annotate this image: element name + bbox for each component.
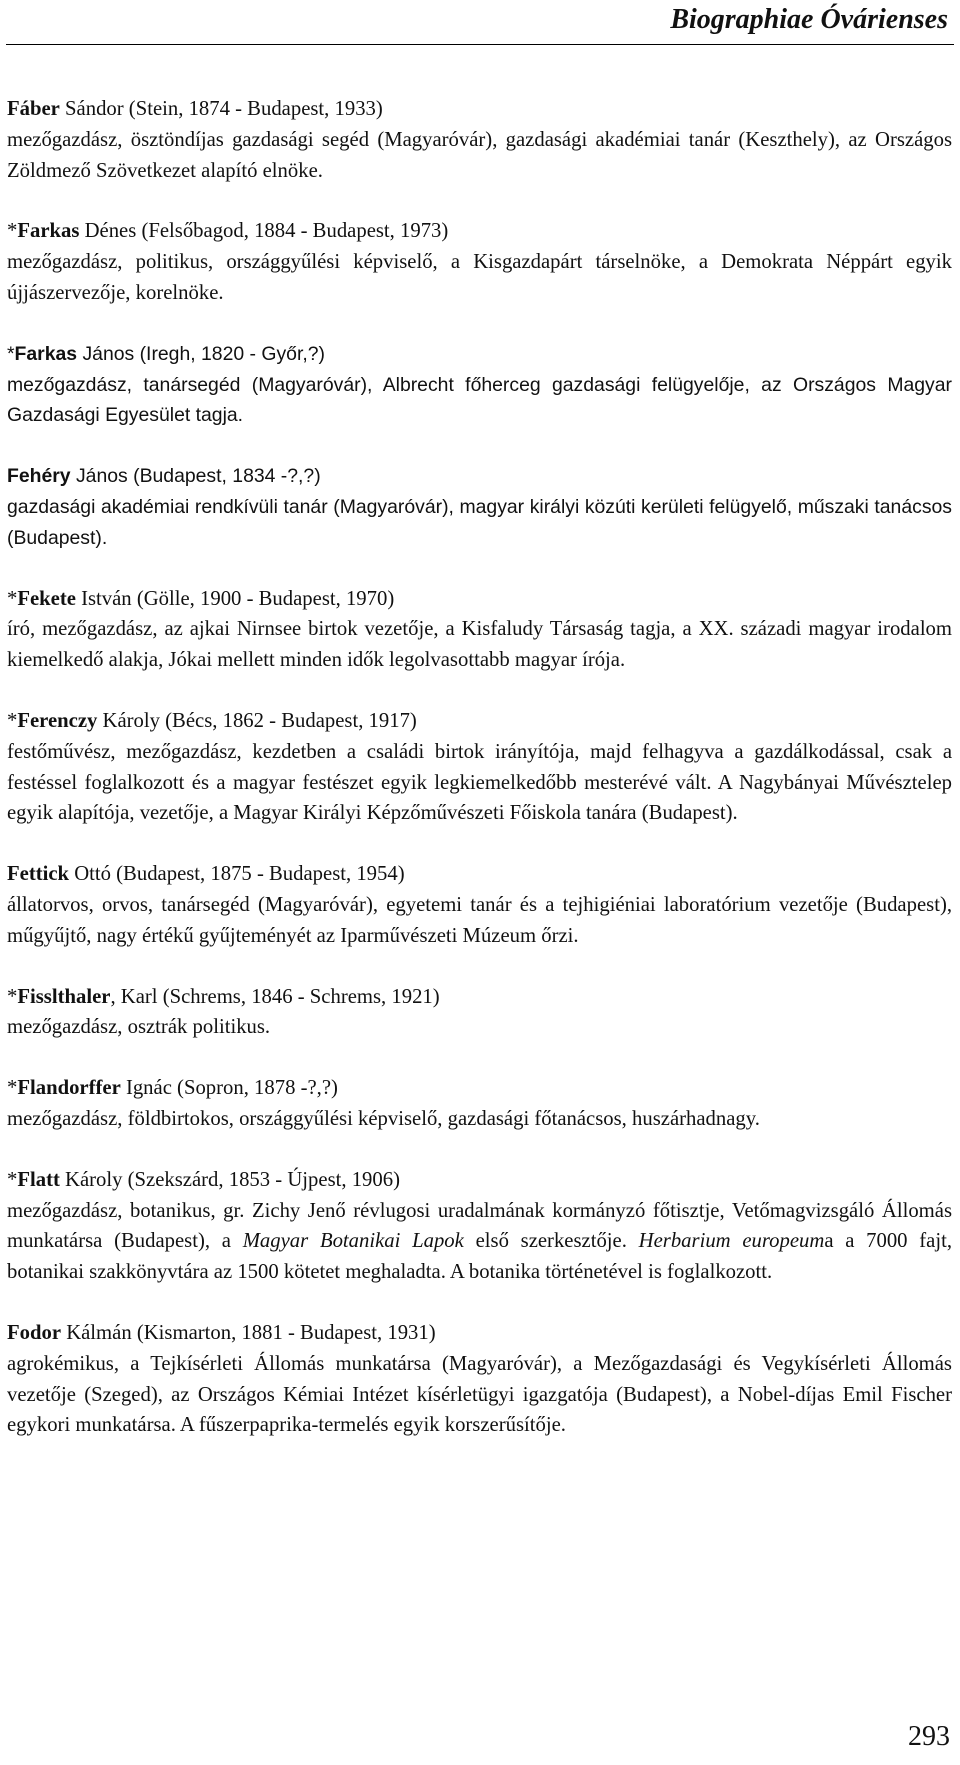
entry-heading: Fehéry János (Budapest, 1834 -?,?) bbox=[7, 465, 321, 488]
entry-heading: *Ferenczy Károly (Bécs, 1862 - Budapest, 1917) bbox=[7, 709, 417, 732]
entry-farkas-janos bbox=[7, 339, 952, 431]
running-header-title: Biographiae Óvárienses bbox=[670, 4, 948, 35]
entry-fekete bbox=[7, 584, 952, 676]
entry-description: gazdasági akadémiai rendkívüli tanár (Magyaróvár), magyar királyi közúti kerületi felügyelő, műszaki tanácsos (Budapest). bbox=[7, 495, 952, 549]
entry-surname: Fekete bbox=[17, 587, 76, 610]
entry-heading: *Flatt Károly (Szekszárd, 1853 - Újpest, 1906) bbox=[7, 1168, 400, 1191]
journal-title: Magyar Botanikai Lapok bbox=[242, 1230, 464, 1253]
entry-ferenczy bbox=[7, 706, 952, 829]
entry-description: mezőgazdász, tanársegéd (Magyaróvár), Albrecht főherceg gazdasági felügyelője, az Országos Magyar Gazdasági Egyesület tagja. bbox=[7, 373, 952, 427]
entry-surname: Fodor bbox=[7, 1321, 62, 1344]
entry-surname: Flandorffer bbox=[17, 1077, 121, 1100]
entry-faber bbox=[7, 94, 952, 186]
entry-fettick bbox=[7, 859, 952, 951]
entry-fehery bbox=[7, 461, 952, 553]
header-rule bbox=[6, 44, 954, 45]
entry-surname: Flatt bbox=[17, 1168, 60, 1191]
entry-heading: Fáber Sándor (Stein, 1874 - Budapest, 1933) bbox=[7, 98, 383, 120]
entry-heading: *Flandorffer Ignác (Sopron, 1878 -?,?) bbox=[7, 1077, 338, 1100]
entry-description: agrokémikus, a Tejkísérleti Állomás munkatársa (Magyaróvár), a Mezőgazdasági és Vegykísérleti Állomás vezetője (Szeged), az Országos Kémiai Intézet kísérletügyi igazgatója (Budapest), a Nobel-díjas Emil Fischer egykori munkatársa. A fűszerpaprika-termelés egyik korszerűsítője. bbox=[7, 1352, 952, 1437]
entry-surname: Fisslthaler bbox=[17, 985, 111, 1008]
entry-description: állatorvos, orvos, tanársegéd (Magyaróvár), egyetemi tanár és a tejhigiéniai laboratórium vezetője (Budapest), műgyűjtő, nagy értékű gyűjteményét az Iparművészeti Múzeum őrzi. bbox=[7, 893, 952, 947]
entry-description: mezőgazdász, osztrák politikus. bbox=[7, 1016, 271, 1039]
entry-heading: Fodor Kálmán (Kismarton, 1881 - Budapest, 1931) bbox=[7, 1321, 436, 1344]
entry-fodor bbox=[7, 1318, 952, 1441]
entry-heading: *Farkas János (Iregh, 1820 - Győr,?) bbox=[7, 342, 325, 365]
entry-heading: Fettick Ottó (Budapest, 1875 - Budapest, 1954) bbox=[7, 863, 405, 886]
entry-surname: Ferenczy bbox=[17, 709, 98, 732]
entry-flatt bbox=[7, 1165, 952, 1288]
entry-fisslthaler bbox=[7, 982, 952, 1044]
work-title: Herbarium europeum bbox=[638, 1230, 825, 1253]
entry-heading: *Fisslthaler, Karl (Schrems, 1846 - Schrems, 1921) bbox=[7, 985, 440, 1008]
entry-list bbox=[7, 94, 952, 1471]
entry-surname: Farkas bbox=[14, 342, 78, 365]
entry-heading: *Farkas Dénes (Felsőbagod, 1884 - Budapest, 1973) bbox=[7, 220, 449, 243]
entry-description: író, mezőgazdász, az ajkai Nirnsee birtok vezetője, a Kisfaludy Társaság tagja, a XX. századi magyar irodalom kiemelkedő alakja, Jókai mellett minden idők legolvasottabb magyar írója. bbox=[7, 618, 952, 672]
entry-surname: Fáber bbox=[7, 98, 60, 120]
entry-surname: Farkas bbox=[17, 220, 80, 243]
entry-description: mezőgazdász, ösztöndíjas gazdasági segéd (Magyaróvár), gazdasági akadémiai tanár (Keszthely), az Országos Zöldmező Szövetkezet alapító elnöke. bbox=[7, 128, 952, 182]
entry-description: mezőgazdász, földbirtokos, országgyűlési képviselő, gazdasági főtanácsos, huszárhadnagy. bbox=[7, 1107, 760, 1130]
entry-heading: *Fekete István (Gölle, 1900 - Budapest, 1970) bbox=[7, 587, 395, 610]
entry-farkas-denes bbox=[7, 216, 952, 308]
entry-flandorffer bbox=[7, 1073, 952, 1135]
entry-surname: Fettick bbox=[7, 863, 70, 886]
entry-surname: Fehéry bbox=[7, 465, 71, 488]
entry-description: mezőgazdász, politikus, országgyűlési képviselő, a Kisgazdapárt társelnöke, a Demokrata Néppárt egyik újjászervezője, korelnöke. bbox=[7, 251, 952, 304]
entry-description: festőművész, mezőgazdász, kezdetben a családi birtok irányítója, majd felhagyva a gazdálkodással, csak a festéssel foglalkozott és a magyar festészet egyik legkiemelkedőbb mesterévé vált. A Nagybányai Művésztelep egyik alapítója, vezetője, a Magyar Királyi Képzőművészeti Főiskola tanára (Budapest). bbox=[7, 740, 952, 825]
page-number: 293 bbox=[908, 1721, 950, 1752]
entry-description: mezőgazdász, botanikus, gr. Zichy Jenő révlugosi uradalmának kormányzó főtisztje, Vetőmagvizsgáló Állomás munkatársa (Budapest), a Magyar Botanikai Lapok első szerkesztője. Herbarium europeuma a 7000 fajt, botanikai szakkönyvtára az 1500 kötetet meghaladta. A botanika történetével is foglalkozott. bbox=[7, 1199, 953, 1284]
